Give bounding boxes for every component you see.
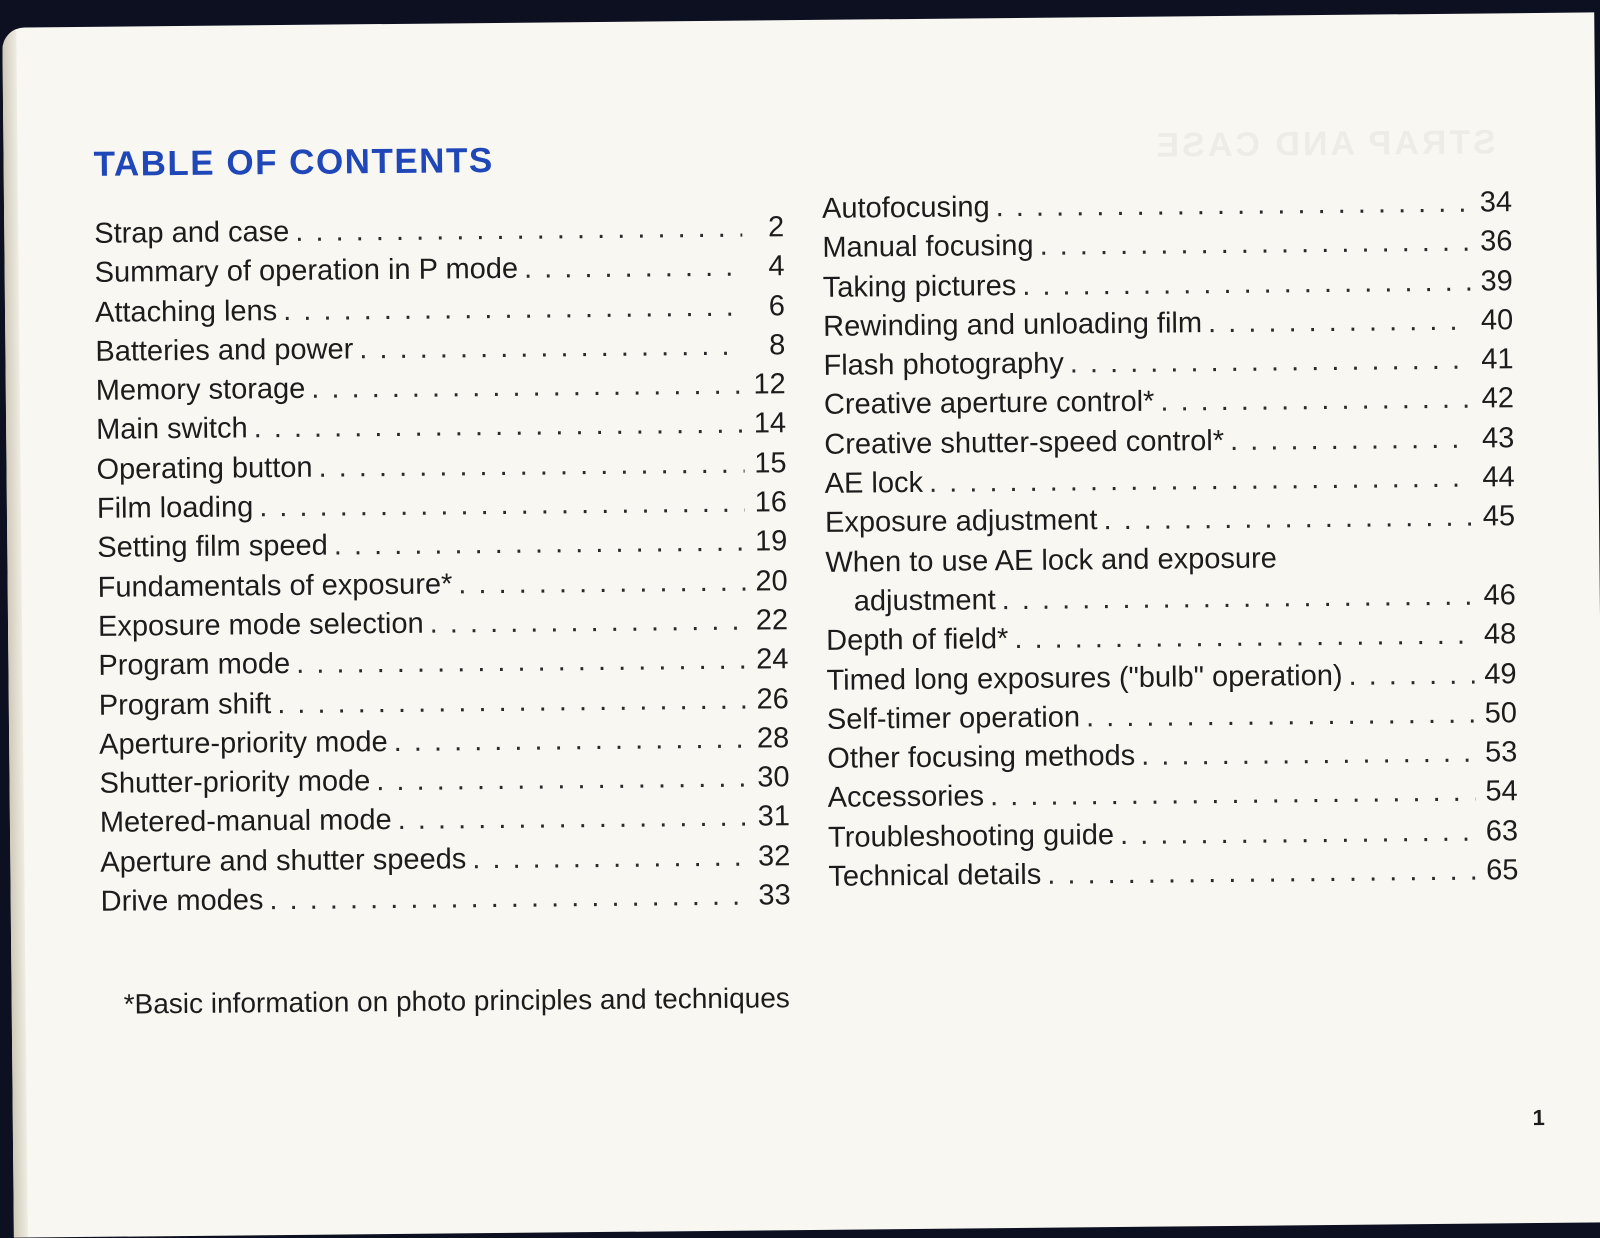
dot-leader xyxy=(1348,655,1474,696)
toc-entry xyxy=(828,851,1518,897)
toc-entry xyxy=(100,837,790,883)
toc-entry-label: Manual focusing xyxy=(822,230,1034,265)
toc-right-column xyxy=(822,183,1519,897)
toc-entry xyxy=(94,208,784,254)
dot-leader xyxy=(269,877,749,921)
toc-entry xyxy=(826,655,1516,701)
toc-entry-label: Autofocusing xyxy=(821,191,990,225)
dot-leader xyxy=(1103,498,1473,541)
toc-entry xyxy=(95,326,785,372)
toc-entry-label: Other focusing methods xyxy=(827,740,1136,775)
dot-leader xyxy=(296,641,747,685)
toc-entry xyxy=(823,262,1513,308)
dot-leader xyxy=(1022,262,1471,306)
toc-entry-page: 36 xyxy=(1479,225,1513,258)
toc-entry-label: adjustment xyxy=(853,584,996,618)
toc-entry-page: 32 xyxy=(757,839,791,873)
toc-entry-page: 2 xyxy=(767,211,785,244)
toc-entry-label: Flash photography xyxy=(823,347,1064,383)
dot-leader xyxy=(295,209,742,253)
dot-leader xyxy=(1039,223,1470,266)
toc-entry xyxy=(100,798,790,844)
page-spine xyxy=(2,28,28,1238)
toc-entry-page: 39 xyxy=(1480,264,1513,298)
toc-entry-page: 54 xyxy=(1485,775,1518,808)
toc-entry-label: Exposure adjustment xyxy=(824,504,1098,540)
toc-entry-page: 12 xyxy=(753,368,786,401)
toc-entry xyxy=(825,458,1515,504)
toc-entry-page: 65 xyxy=(1486,854,1519,887)
toc-entry-page: 42 xyxy=(1481,382,1515,416)
dot-leader xyxy=(277,680,747,724)
dot-leader xyxy=(1141,734,1475,777)
show-through-text xyxy=(1153,123,1496,165)
toc-entry-label: When to use AE lock and exposure xyxy=(825,542,1277,579)
toc-entry-page: 63 xyxy=(1485,814,1519,848)
footnote: *Basic information on photo principles and techniques xyxy=(123,982,790,1020)
toc-entry-page: 53 xyxy=(1484,736,1518,769)
toc-entry xyxy=(822,183,1512,229)
toc-entry-label: Main switch xyxy=(95,412,248,447)
toc-entry-label: Aperture and shutter speeds xyxy=(100,843,467,879)
toc-entry xyxy=(96,444,786,490)
toc-entry xyxy=(95,287,785,333)
toc-entry-page: 31 xyxy=(757,800,791,833)
toc-entry xyxy=(826,576,1516,622)
toc-entry xyxy=(96,405,786,451)
toc-entry xyxy=(97,483,787,529)
toc-entry xyxy=(827,694,1517,740)
toc-entry xyxy=(97,523,787,569)
toc-entry-page: 45 xyxy=(1482,500,1516,533)
toc-entry-page: 20 xyxy=(755,564,788,598)
toc-entry-label: AE lock xyxy=(824,466,924,500)
dot-leader xyxy=(1014,616,1474,660)
dot-leader xyxy=(253,405,744,449)
toc-entry xyxy=(98,640,788,686)
toc-entry-label: Taking pictures xyxy=(822,269,1017,304)
toc-entry-label: Fundamentals of exposure* xyxy=(97,568,453,604)
toc-entry xyxy=(99,680,789,726)
toc-entry-page: 22 xyxy=(755,604,789,637)
dot-leader xyxy=(359,326,743,369)
dot-leader xyxy=(1120,812,1476,855)
toc-entry xyxy=(822,223,1512,269)
toc-entry-page: 50 xyxy=(1484,697,1518,730)
toc-entry-label: Strap and case xyxy=(94,215,290,250)
toc-entry-label: Program mode xyxy=(98,648,291,683)
dot-leader xyxy=(458,562,746,604)
dot-leader xyxy=(311,366,744,409)
toc-entry-label: Drive modes xyxy=(100,884,264,918)
toc-entry xyxy=(94,248,784,294)
toc-entry-label: Creative shutter-speed control* xyxy=(824,424,1225,461)
toc-left-column xyxy=(94,208,791,922)
toc-entry-page: 33 xyxy=(758,879,791,912)
toc-entry xyxy=(97,562,787,608)
toc-entry-page: 26 xyxy=(756,682,789,716)
dot-leader xyxy=(1086,694,1475,737)
toc-entry xyxy=(98,601,788,647)
toc-entry xyxy=(824,419,1514,465)
page-number: 1 xyxy=(1532,1104,1545,1131)
toc-entry-label: Setting film speed xyxy=(97,529,328,565)
toc-entry-page: 14 xyxy=(753,407,787,440)
toc-entry-page: 4 xyxy=(768,250,785,283)
toc-entry xyxy=(99,758,789,804)
toc-entry-label: Metered-manual mode xyxy=(99,804,392,840)
toc-entry-label: Batteries and power xyxy=(95,333,354,368)
toc-entry xyxy=(825,537,1515,583)
toc-entry-page: 16 xyxy=(754,486,788,519)
toc-entry-page: 41 xyxy=(1481,343,1514,376)
toc-entry-label: Summary of operation in P mode xyxy=(94,253,519,290)
toc-entry-label: Operating button xyxy=(96,451,313,486)
toc-entry-page: 49 xyxy=(1484,657,1517,691)
toc-entry-page: 19 xyxy=(754,525,788,558)
toc-entry-page: 30 xyxy=(757,761,790,794)
toc-entry-label: Exposure mode selection xyxy=(97,607,424,643)
dot-leader xyxy=(1047,852,1477,895)
toc-entry-label: Troubleshooting guide xyxy=(827,818,1115,854)
dot-leader xyxy=(397,798,748,841)
toc-entry-page: 6 xyxy=(768,289,786,322)
toc-entry-page: 8 xyxy=(769,329,786,362)
toc-entry xyxy=(99,719,789,765)
dot-leader xyxy=(990,773,1476,817)
toc-entry-label: Depth of field* xyxy=(826,623,1009,658)
toc-entry-page: 46 xyxy=(1483,579,1516,612)
toc-entry-page: 43 xyxy=(1481,421,1515,455)
toc-entry-label: Technical details xyxy=(828,858,1042,893)
dot-leader xyxy=(524,248,743,289)
dot-leader xyxy=(393,719,747,762)
toc-entry-page: 48 xyxy=(1483,618,1517,651)
dot-leader xyxy=(318,444,744,487)
toc-entry-page: 24 xyxy=(755,643,789,676)
dot-leader xyxy=(1208,302,1472,344)
toc-entry-page: 15 xyxy=(754,446,787,480)
toc-entry xyxy=(824,380,1514,426)
dot-leader xyxy=(376,759,748,802)
toc-entry-label: Film loading xyxy=(96,491,254,525)
dot-leader xyxy=(929,459,1473,504)
manual-page xyxy=(2,12,1600,1237)
dot-leader xyxy=(1070,341,1472,384)
toc-entry xyxy=(825,498,1515,544)
dot-leader xyxy=(472,837,748,879)
toc-entry-label: Shutter-priority mode xyxy=(99,765,371,800)
toc-entry-page: 44 xyxy=(1482,461,1515,494)
toc-entry-label: Creative aperture control* xyxy=(823,386,1155,422)
toc-entry-label: Timed long exposures ("bulb" operation) xyxy=(826,659,1343,697)
toc-entry-label: Accessories xyxy=(827,780,985,815)
toc-entry-label: Program shift xyxy=(98,687,272,722)
toc-entry-label: Memory storage xyxy=(95,373,306,408)
toc-entry xyxy=(100,876,790,922)
dot-leader xyxy=(1001,577,1473,621)
toc-entry xyxy=(96,365,786,411)
toc-entry-page: 34 xyxy=(1479,186,1513,219)
toc-entry xyxy=(823,301,1513,347)
toc-entry xyxy=(827,733,1517,779)
toc-entry-page: 40 xyxy=(1480,304,1514,337)
dot-leader xyxy=(429,602,746,644)
toc-entry xyxy=(823,340,1513,386)
toc-entry-page: 28 xyxy=(756,722,790,755)
toc-entry-label: Attaching lens xyxy=(94,294,278,329)
toc-entry-label: Self-timer operation xyxy=(826,701,1081,736)
toc-entry xyxy=(828,812,1518,858)
dot-leader xyxy=(996,184,1471,228)
toc-entry xyxy=(828,773,1518,819)
page-title: TABLE OF CONTENTS xyxy=(93,140,494,184)
dot-leader xyxy=(1230,419,1473,461)
toc-entry-label: Aperture-priority mode xyxy=(99,725,388,761)
dot-leader xyxy=(259,484,745,528)
dot-leader xyxy=(283,287,743,331)
toc-entry-label: Rewinding and unloading film xyxy=(823,307,1203,343)
dot-leader xyxy=(1160,380,1472,422)
toc-entry xyxy=(826,615,1516,661)
dot-leader xyxy=(334,523,746,566)
